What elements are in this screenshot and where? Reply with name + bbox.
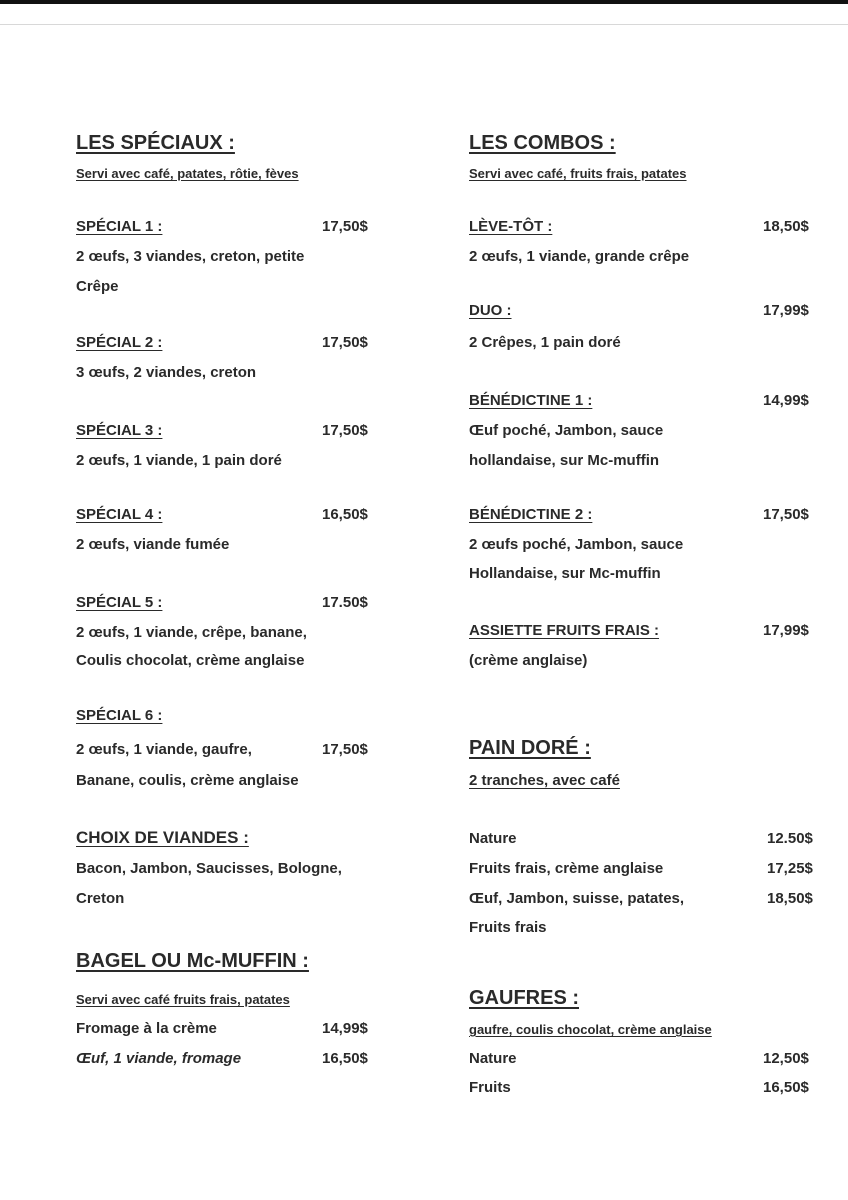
viandes-heading: CHOIX DE VIANDES :	[76, 828, 249, 847]
special-3-desc-line-1: 2 œufs, 1 viande, 1 pain doré	[76, 452, 282, 469]
special-6-price: 17,50$	[322, 741, 368, 758]
bagel-item-2-price: 16,50$	[322, 1050, 368, 1067]
special-1-price: 17,50$	[322, 218, 368, 235]
combo-benedictine-1-desc-line-2: hollandaise, sur Mc-muffin	[469, 452, 660, 469]
pain-dore-item-2-name: Fruits frais, crème anglaise	[469, 860, 664, 877]
combo-leve-tot-price: 18,50$	[763, 218, 809, 235]
special-6-desc-line-1: 2 œufs, 1 viande, gaufre,	[76, 741, 252, 758]
bagel-item-1-price: 14,99$	[322, 1020, 368, 1037]
pain-dore-item-2-price: 17,25$	[767, 860, 813, 877]
special-5-desc-line-1: 2 œufs, 1 viande, crêpe, banane,	[76, 624, 307, 641]
special-3-price: 17,50$	[322, 422, 368, 439]
pain-dore-heading: PAIN DORÉ :	[469, 737, 591, 759]
special-4-desc-line-1: 2 œufs, viande fumée	[76, 536, 230, 553]
special-6-title: SPÉCIAL 6 :	[76, 707, 163, 724]
combo-benedictine-2-desc-line-1: 2 œufs poché, Jambon, sauce	[469, 536, 684, 553]
speciaux-heading: LES SPÉCIAUX :	[76, 132, 235, 154]
combo-benedictine-1-desc-line-1: Œuf poché, Jambon, sauce	[469, 422, 664, 439]
combo-benedictine-1-title: BÉNÉDICTINE 1 :	[469, 392, 593, 409]
pain-dore-subtitle: 2 tranches, avec café	[469, 772, 620, 789]
gaufres-item-2-price: 16,50$	[763, 1079, 809, 1096]
combo-duo-desc: 2 Crêpes, 1 pain doré	[469, 334, 621, 351]
combo-duo-price: 17,99$	[763, 302, 809, 319]
combo-assiette-fruits-desc: (crème anglaise)	[469, 652, 588, 669]
pain-dore-item-3-price: 18,50$	[767, 890, 813, 907]
special-2-desc-line-1: 3 œufs, 2 viandes, creton	[76, 364, 257, 381]
combo-benedictine-2-title: BÉNÉDICTINE 2 :	[469, 506, 593, 523]
combo-leve-tot-desc: 2 œufs, 1 viande, grande crêpe	[469, 248, 690, 265]
combo-benedictine-1-price: 14,99$	[763, 392, 809, 409]
viandes-line-2: Creton	[76, 890, 125, 907]
pain-dore-item-1-price: 12.50$	[767, 830, 813, 847]
gaufres-item-1-price: 12,50$	[763, 1050, 809, 1067]
bagel-item-1-name: Fromage à la crème	[76, 1020, 217, 1037]
pain-dore-item-1-name: Nature	[469, 830, 517, 847]
bagel-heading: BAGEL OU Mc-MUFFIN :	[76, 950, 309, 972]
combo-duo-title: DUO :	[469, 302, 512, 319]
special-1-desc-line-1: 2 œufs, 3 viandes, creton, petite	[76, 248, 305, 265]
special-3-title: SPÉCIAL 3 :	[76, 422, 163, 439]
combos-heading: LES COMBOS :	[469, 132, 616, 154]
special-5-title: SPÉCIAL 5 :	[76, 594, 163, 611]
special-4-price: 16,50$	[322, 506, 368, 523]
speciaux-subtitle: Servi avec café, patates, rôtie, fèves	[76, 166, 299, 181]
special-5-desc-line-2: Coulis chocolat, crème anglaise	[76, 652, 305, 669]
viandes-line-1: Bacon, Jambon, Saucisses, Bologne,	[76, 860, 342, 877]
pain-dore-item-4-name: Fruits frais	[469, 919, 547, 936]
combo-assiette-fruits-title: ASSIETTE FRUITS FRAIS :	[469, 622, 660, 639]
gaufres-subtitle: gaufre, coulis chocolat, crème anglaise	[469, 1022, 712, 1037]
combo-benedictine-2-price: 17,50$	[763, 506, 809, 523]
bagel-subtitle: Servi avec café fruits frais, patates	[76, 992, 290, 1007]
combo-leve-tot-title: LÈVE-TÔT :	[469, 218, 553, 235]
special-2-price: 17,50$	[322, 334, 368, 351]
pain-dore-item-3-name: Œuf, Jambon, suisse, patates,	[469, 890, 685, 907]
special-2-title: SPÉCIAL 2 :	[76, 334, 163, 351]
special-1-title: SPÉCIAL 1 :	[76, 218, 163, 235]
combo-assiette-fruits-price: 17,99$	[763, 622, 809, 639]
combo-benedictine-2-desc-line-2: Hollandaise, sur Mc-muffin	[469, 565, 661, 582]
special-5-price: 17.50$	[322, 594, 368, 611]
special-4-title: SPÉCIAL 4 :	[76, 506, 163, 523]
scan-divider-line	[0, 24, 848, 25]
bagel-item-2-name: Œuf, 1 viande, fromage	[76, 1050, 242, 1067]
gaufres-item-1-name: Nature	[469, 1050, 517, 1067]
gaufres-item-2-name: Fruits	[469, 1079, 511, 1096]
special-6-desc-line-2: Banane, coulis, crème anglaise	[76, 772, 299, 789]
special-1-desc-line-2: Crêpe	[76, 278, 119, 295]
combos-subtitle: Servi avec café, fruits frais, patates	[469, 166, 687, 181]
gaufres-heading: GAUFRES :	[469, 987, 579, 1009]
scan-top-border	[0, 0, 848, 4]
